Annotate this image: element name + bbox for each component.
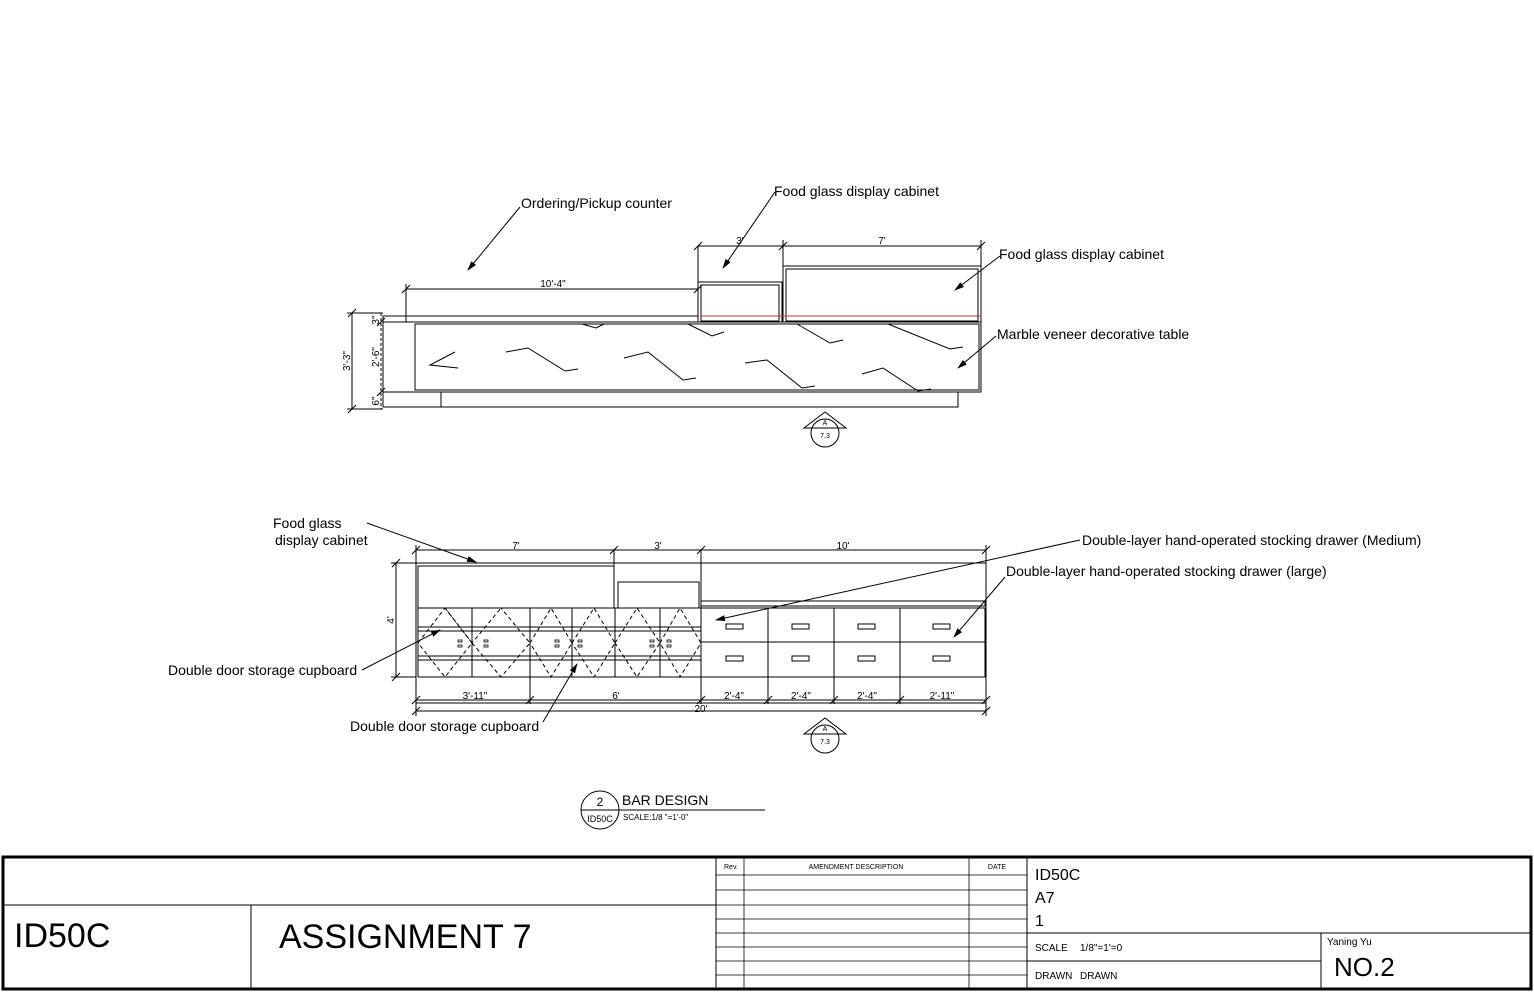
label-cupboard-left: Double door storage cupboard [168, 662, 358, 678]
dim-overall-height: 3'-3" [342, 351, 353, 371]
dim-cabinet-small: 3' [736, 236, 744, 247]
drawn-value: DRAWN [1080, 971, 1118, 982]
dim-bottom-height: 4' [386, 616, 397, 624]
dim-base-height: 6" [371, 396, 382, 406]
dim-seg3: 2'-4" [724, 691, 744, 702]
dim-bottom-3: 3' [654, 541, 662, 552]
label-marble-table: Marble veneer decorative table [997, 326, 1190, 342]
leader-bottom-cabinet [367, 523, 476, 562]
marble-table-panel [415, 324, 979, 390]
dim-seg1: 3'-11" [462, 691, 488, 702]
dim-counter-length: 10'-4" [540, 279, 566, 290]
dim-overall: 20' [694, 704, 708, 715]
top-elevation [347, 192, 1000, 447]
dim-bottom-10: 10' [836, 541, 850, 552]
leader-cupboard-left [362, 630, 440, 670]
label-display-cabinet-large: Food glass display cabinet [999, 246, 1164, 262]
section-marker-bottom-sheet: 7.3 [820, 739, 830, 746]
leader-cabinet-small [723, 192, 775, 268]
info-line3: 1 [1035, 913, 1044, 930]
cabinet-large [783, 266, 981, 322]
section-marker-bottom-letter: A [822, 726, 828, 733]
info-line2: A7 [1035, 890, 1055, 907]
dim-cabinet-large: 7' [878, 236, 886, 247]
drawing-tag-sheet: ID50C [587, 814, 613, 824]
section-marker-top-letter: A [822, 420, 828, 427]
drawn-label: DRAWN [1035, 971, 1073, 982]
rev-header: Rev. [724, 864, 738, 871]
title-block [3, 857, 1531, 989]
section-marker-bottom [804, 718, 846, 753]
label-bottom-cabinet-line1: Food glass [273, 515, 342, 531]
drawing-tag-number: 2 [596, 795, 604, 809]
bottom-display-cabinet [418, 566, 614, 608]
label-ordering-counter: Ordering/Pickup counter [521, 195, 672, 211]
title-course: ID50C [14, 917, 111, 955]
section-marker-top-sheet: 7.3 [820, 433, 830, 440]
counter-top-overhang [383, 316, 406, 322]
amendment-header: AMENDMENT DESCRIPTION [808, 864, 904, 871]
bottom-elevation [362, 523, 1080, 829]
dim-seg6: 2'-11" [929, 691, 955, 702]
dim-top-thickness: 3" [371, 315, 382, 325]
counter-top-slab [406, 316, 698, 322]
drawing-title: BAR DESIGN [622, 792, 709, 808]
label-drawer-medium: Double-layer hand-operated stocking drawer (Medium) [1082, 532, 1422, 548]
leader-marble [958, 336, 996, 368]
label-bottom-cabinet-line2: display cabinet [275, 532, 368, 548]
sheet-number: NO.2 [1334, 952, 1395, 982]
marble-table-body [383, 322, 981, 392]
dim-seg5: 2'-4" [857, 691, 877, 702]
leader-drawer-large [954, 577, 1005, 637]
date-header: DATE [987, 864, 1007, 871]
scale-label: SCALE [1035, 943, 1068, 954]
dim-bottom-7: 7' [512, 541, 520, 552]
section-marker-top [804, 412, 846, 447]
label-drawer-large: Double-layer hand-operated stocking drawer (large) [1006, 563, 1327, 579]
dim-seg4: 2'-4" [791, 691, 811, 702]
author-name: Yaning Yu [1327, 937, 1372, 948]
cupboard-handles [458, 640, 671, 647]
scale-value: 1/8"=1'=0 [1080, 943, 1123, 954]
info-line1: ID50C [1035, 867, 1081, 884]
dim-seg2: 6' [612, 691, 620, 702]
title-assignment: ASSIGNMENT 7 [279, 918, 532, 956]
label-cupboard-bottom: Double door storage cupboard [350, 718, 540, 734]
drawing-scale: SCALE:1/8 "=1'-0" [623, 813, 689, 822]
dim-table-height: 2'-6" [371, 347, 382, 367]
table-base [441, 392, 958, 407]
leader-ordering [468, 207, 520, 270]
label-display-cabinet-small: Food glass display cabinet [774, 183, 939, 199]
